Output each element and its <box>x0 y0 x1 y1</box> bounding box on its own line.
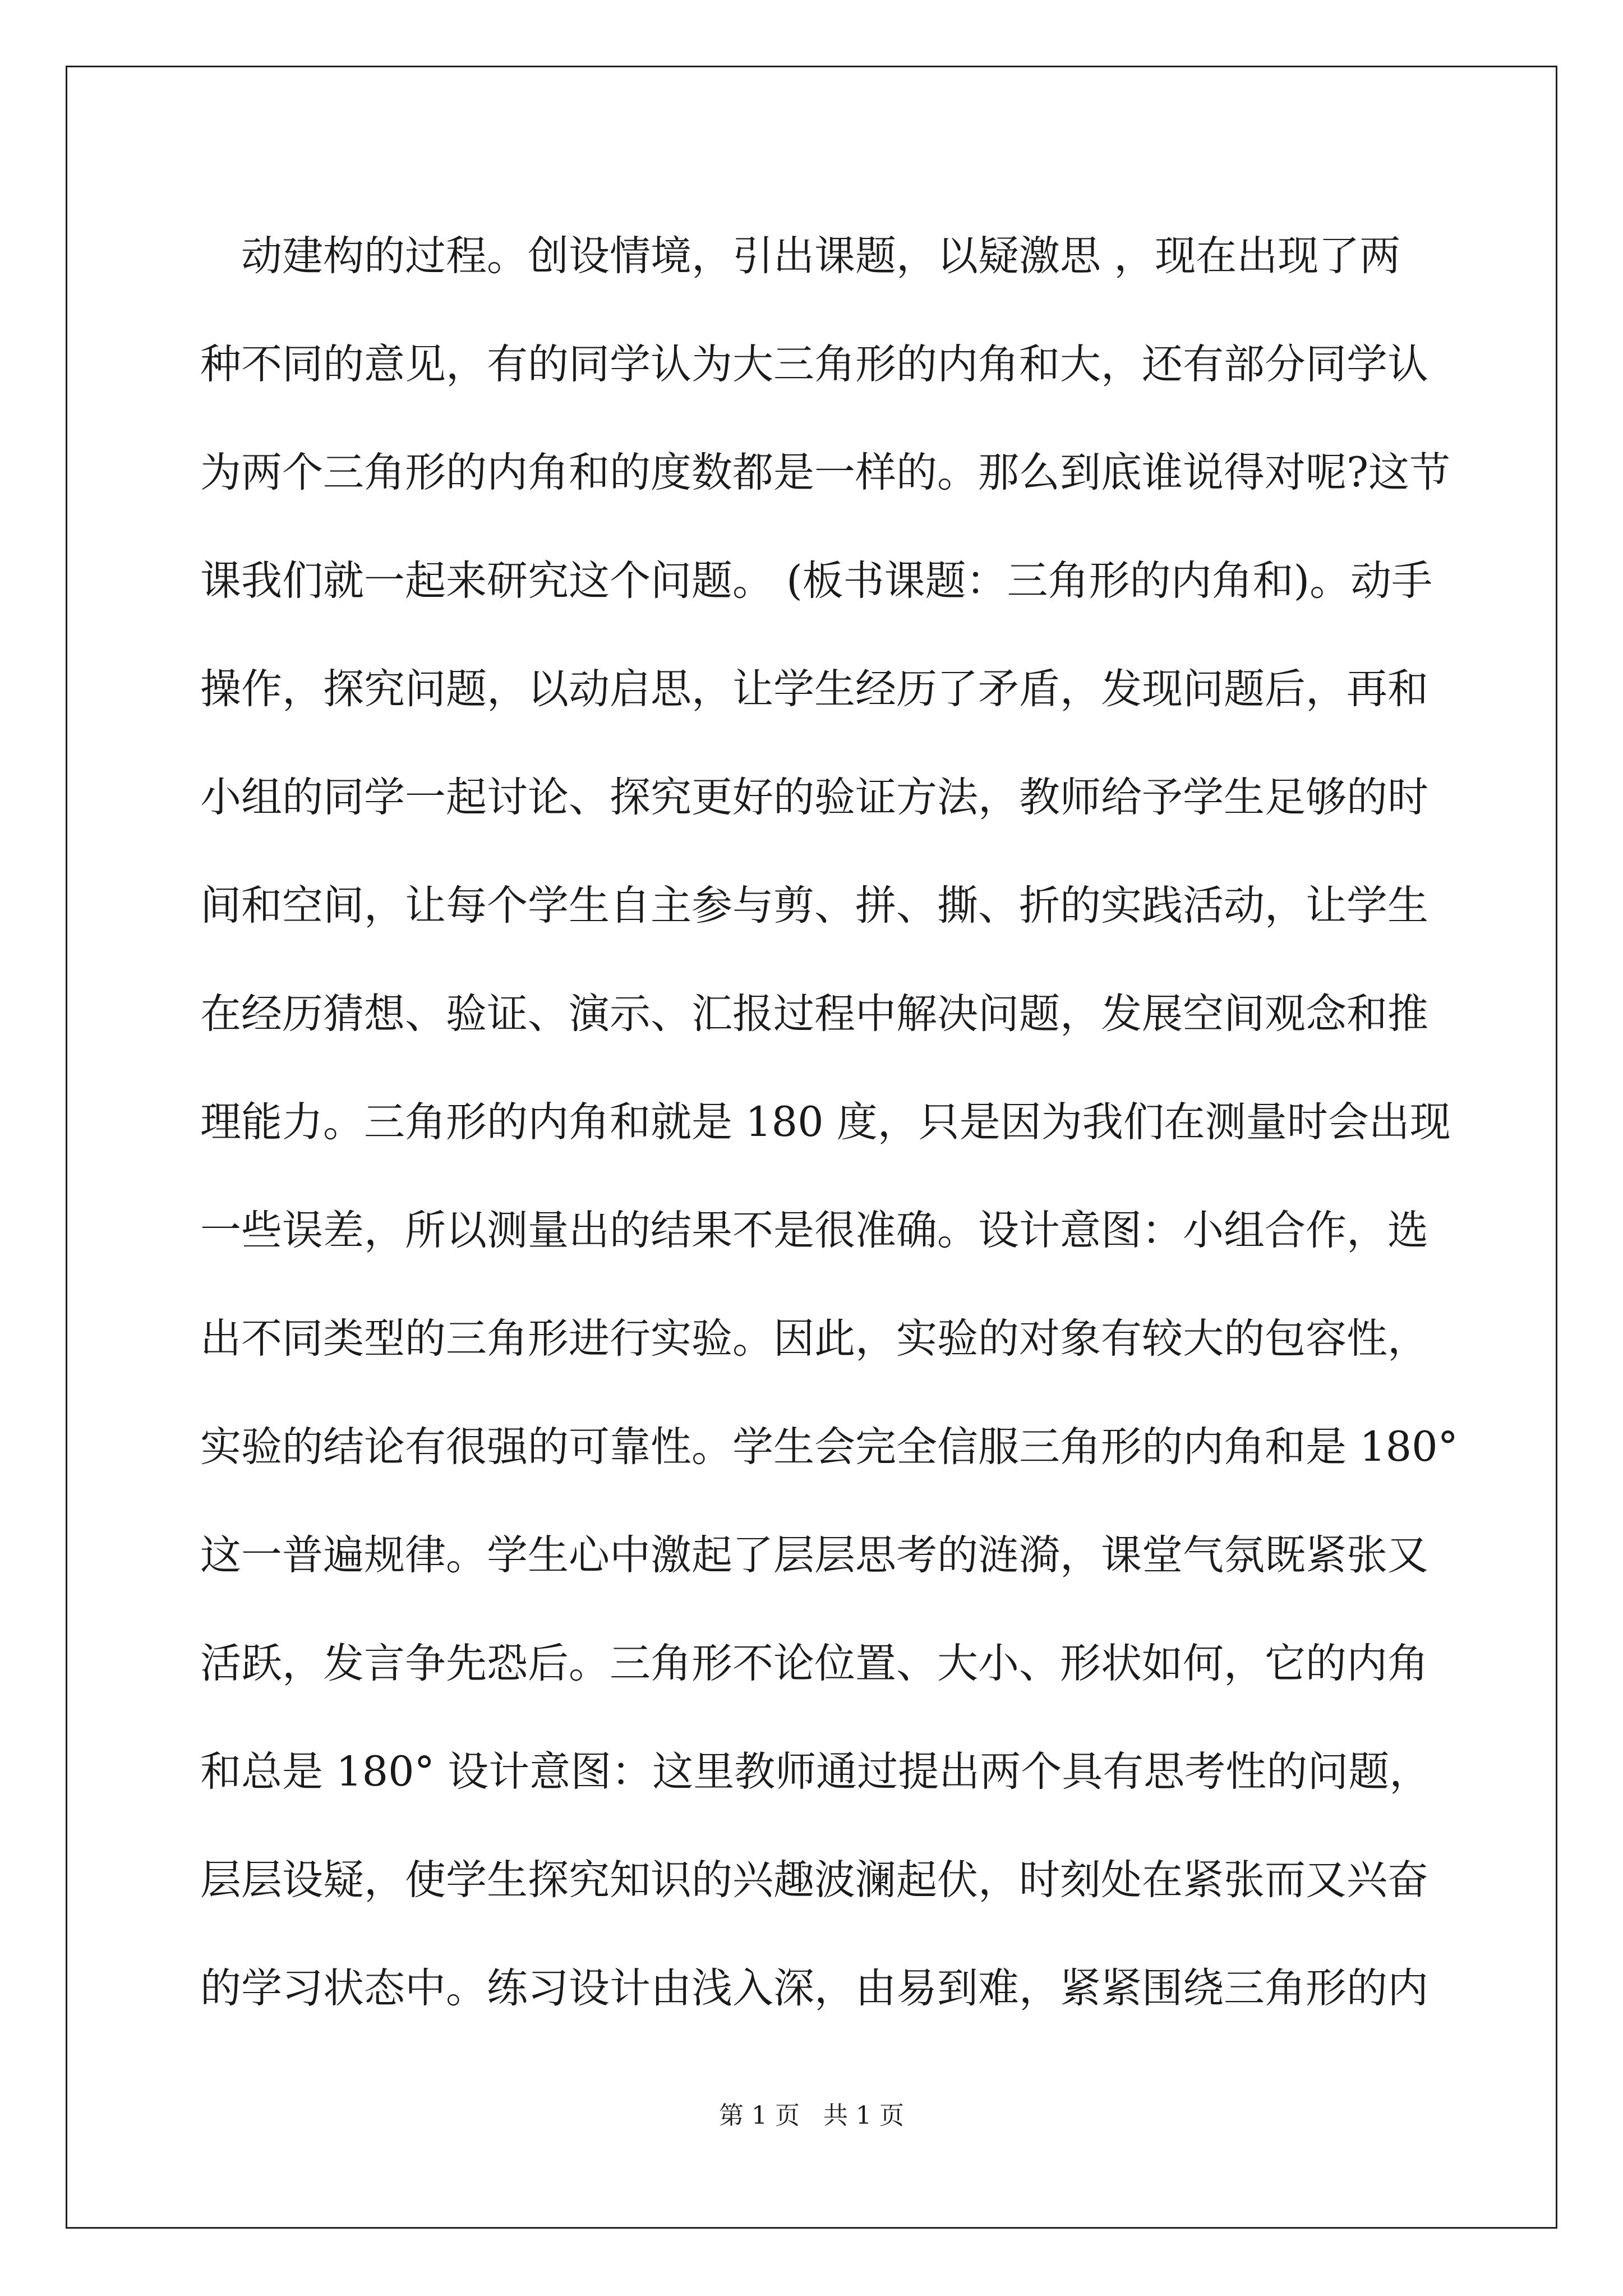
text-line: 层层设疑，使学生探究知识的兴趣波澜起伏，时刻处在紧张而又兴奋 <box>200 1856 1428 1904</box>
text-line: 在经历猜想、验证、演示、汇报过程中解决问题，发展空间观念和推 <box>200 990 1428 1038</box>
text-line: 理能力。三角形的内角和就是 180 度，只是因为我们在测量时会出现 <box>200 1098 1451 1146</box>
text-line: 活跃，发言争先恐后。三角形不论位置、大小、形状如何，它的内角 <box>200 1640 1428 1687</box>
text-line: 操作，探究问题，以动启思，让学生经历了矛盾，发现问题后，再和 <box>200 665 1428 713</box>
total-pages: 共 1 页 <box>823 2101 904 2130</box>
text-line: 这一普遍规律。学生心中激起了层层思考的涟漪，课堂气氛既紧张又 <box>200 1531 1428 1579</box>
page-footer <box>0 2095 1623 2131</box>
text-line: 种不同的意见，有的同学认为大三角形的内角和大，还有部分同学认 <box>200 341 1428 388</box>
text-line: 出不同类型的三角形进行实验。因此，实验的对象有较大的包容性， <box>200 1315 1428 1363</box>
text-line: 为两个三角形的内角和的度数都是一样的。那么到底谁说得对呢?这节 <box>200 449 1451 496</box>
text-line: 实验的结论有很强的可靠性。学生会完全信服三角形的内角和是 180° <box>200 1423 1459 1471</box>
document-body <box>200 202 1459 2042</box>
text-line: 的学习状态中。练习设计由浅入深，由易到难，紧紧围绕三角形的内 <box>200 1964 1428 2012</box>
page-number: 第 1 页 <box>719 2101 800 2130</box>
text-line: 课我们就一起来研究这个问题。 (板书课题：三角形的内角和)。动手 <box>200 557 1433 605</box>
text-line: 动建构的过程。创设情境，引出课题，以疑激思 ，现在出现了两 <box>241 232 1401 280</box>
text-line: 和总是 180° 设计意图：这里教师通过提出两个具有思考性的问题， <box>200 1748 1431 1796</box>
text-line: 间和空间，让每个学生自主参与剪、拼、撕、折的实践活动，让学生 <box>200 882 1428 930</box>
text-line: 一些误差，所以测量出的结果不是很准确。设计意图：小组合作，选 <box>200 1207 1428 1254</box>
text-line: 小组的同学一起讨论、探究更好的验证方法，教师给予学生足够的时 <box>200 774 1428 821</box>
